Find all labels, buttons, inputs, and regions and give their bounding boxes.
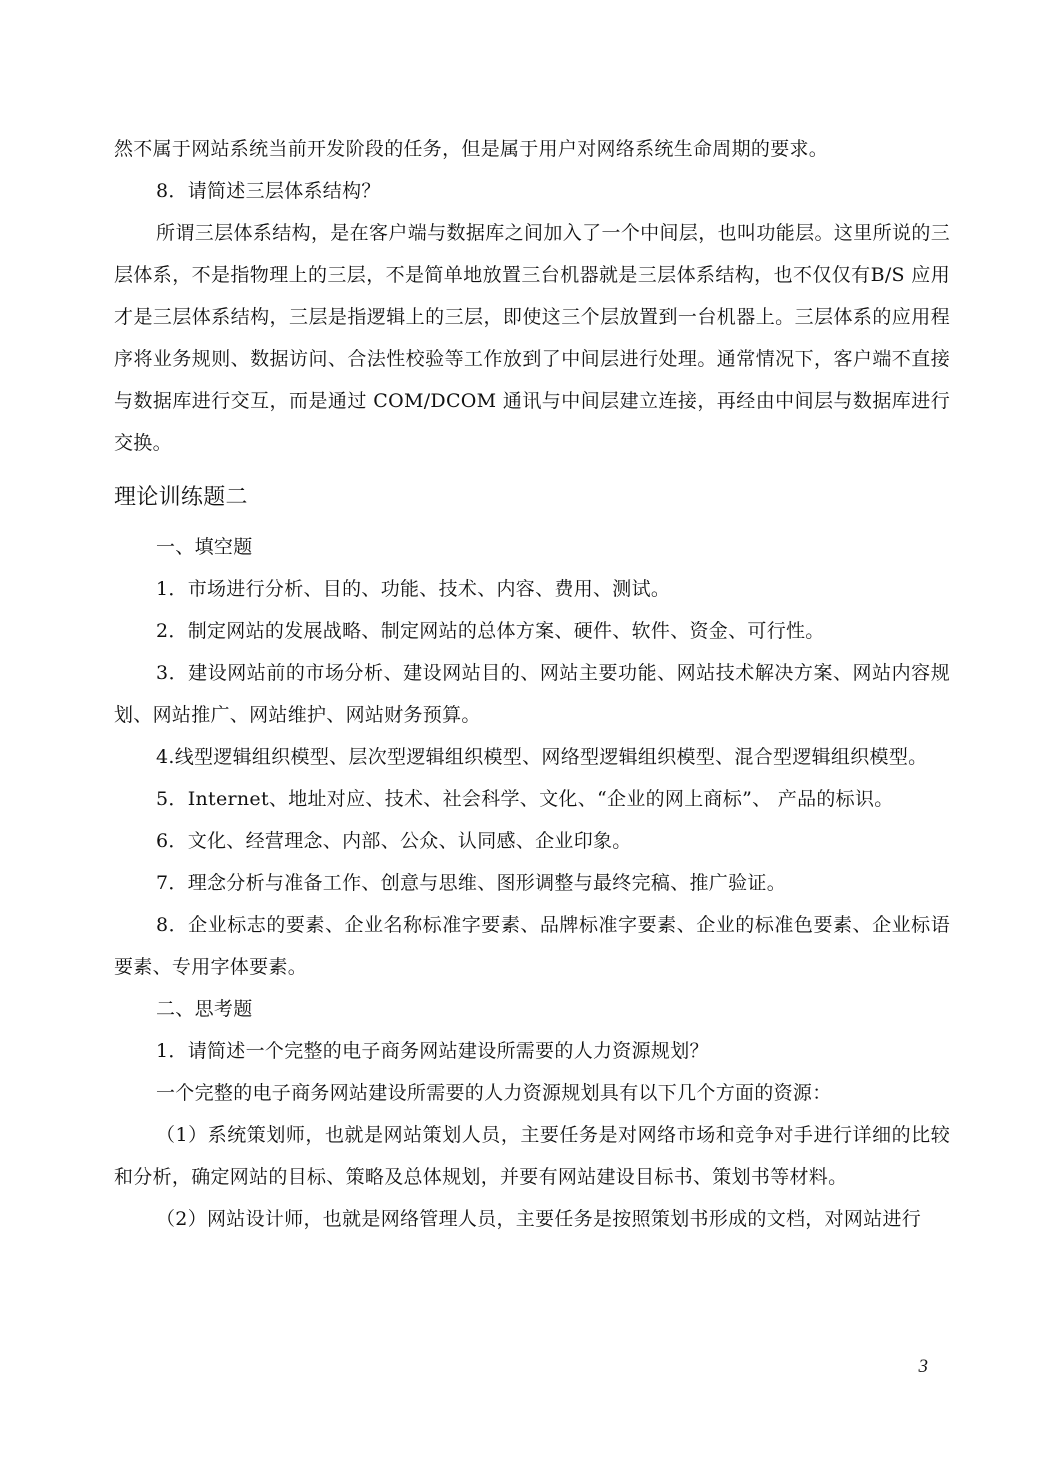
thinking-answer-item-1: （1）系统策划师，也就是网站策划人员，主要任务是对网络市场和竞争对手进行详细的比较和分析，确定网站的目标、策略及总体规划，并要有网站建设目标书、策划书等材料。 [114, 1124, 950, 1188]
question-8: 8．请简述三层体系结构？ [156, 180, 381, 202]
page-number: 3 [918, 1356, 928, 1377]
thinking-question-1: 1．请简述一个完整的电子商务网站建设所需要的人力资源规划？ [156, 1040, 709, 1062]
fill-blank-answer-1: 1．市场进行分析、目的、功能、技术、内容、费用、测试。 [156, 578, 671, 600]
thinking-heading: 二、思考题 [156, 998, 253, 1020]
page-content [114, 128, 950, 1240]
continued-paragraph: 然不属于网站系统当前开发阶段的任务，但是属于用户对网络系统生命周期的要求。 [114, 138, 829, 160]
fill-blank-answer-6: 6．文化、经营理念、内部、公众、认同感、企业印象。 [156, 830, 632, 852]
fill-blank-answer-7: 7．理念分析与准备工作、创意与思维、图形调整与最终完稿、推广验证。 [156, 872, 786, 894]
fill-blank-answer-8: 8．企业标志的要素、企业名称标准字要素、品牌标准字要素、企业的标准色要素、企业标语要素、专用字体要素。 [114, 914, 950, 978]
fill-blank-answer-3: 3．建设网站前的市场分析、建设网站目的、网站主要功能、网站技术解决方案、网站内容规划、网站推广、网站维护、网站财务预算。 [114, 662, 950, 726]
thinking-answer-intro: 一个完整的电子商务网站建设所需要的人力资源规划具有以下几个方面的资源： [156, 1082, 832, 1104]
fill-blank-answer-2: 2．制定网站的发展战略、制定网站的总体方案、硬件、软件、资金、可行性。 [156, 620, 825, 642]
thinking-answer-item-2: （2）网站设计师，也就是网络管理人员，主要任务是按照策划书形成的文档，对网站进行 [156, 1208, 922, 1230]
section-title: 理论训练题二 [114, 485, 248, 510]
fill-blank-heading: 一、填空题 [156, 536, 253, 558]
answer-8-paragraph: 所谓三层体系结构，是在客户端与数据库之间加入了一个中间层，也叫功能层。这里所说的三层体系，不是指物理上的三层，不是简单地放置三台机器就是三层体系结构，也不仅仅有B/S 应用才是三层体系结构，三层是指逻辑上的三层，即使这三个层放置到一台机器上。三层体系的应用程序将业务规则、数据访问、合法性校验等工作放到了中间层进行处理。通常情况下，客户端不直接与数据库进行交互，而是通过 COM/DCOM 通讯与中间层建立连接，再经由中间层与数据库进行交换。 [114, 222, 950, 454]
fill-blank-answer-5: 5．Internet、地址对应、技术、社会科学、文化、“企业的网上商标”、 产品的标识。 [156, 788, 894, 810]
fill-blank-answer-4: 4.线型逻辑组织模型、层次型逻辑组织模型、网络型逻辑组织模型、混合型逻辑组织模型。 [156, 746, 928, 768]
